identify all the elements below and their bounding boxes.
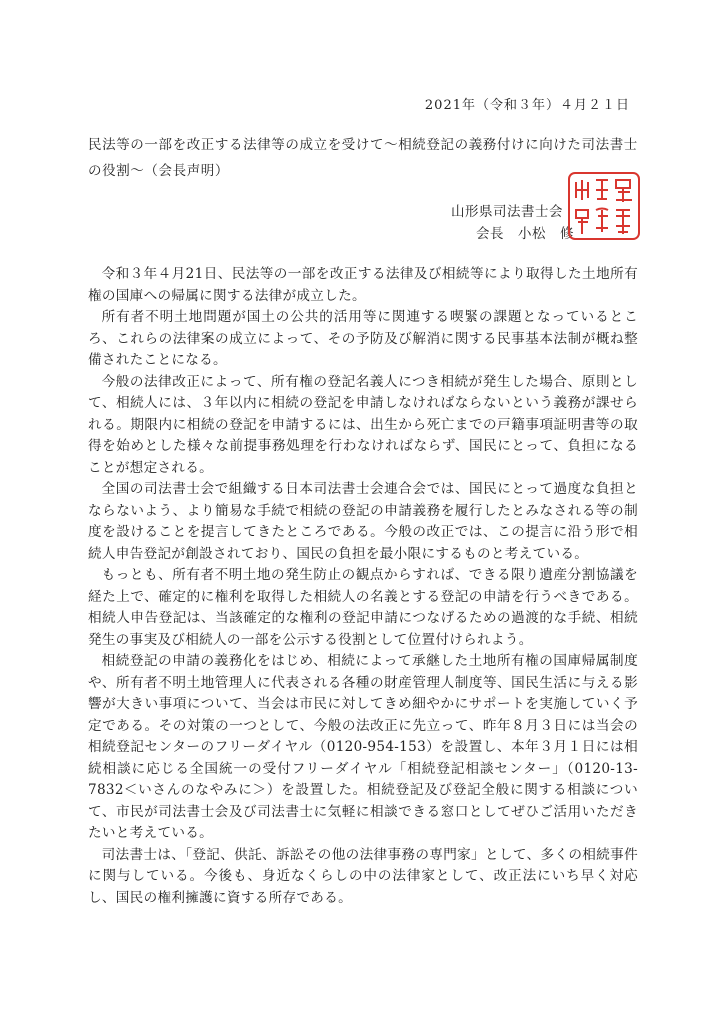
paragraph: 相続登記の申請の義務化をはじめ、相続によって承継した土地所有権の国庫帰属制度や、所有者不明土地管理人に代表される各種の財産管理人制度等、国民生活に与える影響が大きい事項について、当会は市民に対してきめ細やかにサポートを実施していく予定である。その対策の一つとして、今般の法改正に先立って、昨年８月３日には当会の相続登記センターのフリーダイヤル（0120-954-153）を設置し、本年３月１日には相続相談に応じる全国統一の受付フリーダイヤル「相続登記相談センター」（0120-13-7832＜いさんのなやみに＞）を設置した。相続登記及び登記全般に関する相談について、市民が司法書士会及び司法書士に気軽に相談できる窓口としてぜひご活用いただきたいと考えている。 bbox=[88, 653, 638, 841]
paragraph: 司法書士は、「登記、供託、訴訟その他の法律事務の専門家」として、多くの相続事件に関与している。今後も、身近なくらしの中の法律家として、改正法にいち早く対応し、国民の権利擁護に資する所存である。 bbox=[88, 846, 638, 906]
paragraph: 所有者不明土地問題が国土の公共的活用等に関連する喫緊の課題となっているところ、これらの法律案の成立によって、その予防及び解消に関する民事基本法制が概ね整備されたことになる。 bbox=[88, 309, 638, 368]
paragraph: 今般の法律改正によって、所有権の登記名義人につき相続が発生した場合、原則として、相続人には、３年以内に相続の登記を申請しなければならないという義務が課せられる。期限内に相続の登記を申請するには、出生から死亡までの戸籍事項証明書等の取得を始めとした様々な前提事務処理を行わなければならず、国民にとって、負担になることが想定される。 bbox=[88, 373, 638, 476]
document-date: 2021年（令和３年）４月２１日 bbox=[424, 98, 630, 113]
paragraph: 全国の司法書士会で組織する日本司法書士会連合会では、国民にとって過度な負担とならないよう、より簡易な手続で相続の登記の申請義務を履行したとみなされる等の制度を設けることを提言してきたところである。今般の改正では、この提言に沿う形で相続人申告登記が創設されており、国民の負担を最小限にするものと考えている。 bbox=[88, 481, 638, 562]
official-seal-icon bbox=[566, 170, 642, 242]
representative-name: 会長 小松 修 bbox=[476, 226, 574, 242]
statement-body bbox=[88, 264, 638, 909]
statement-title: 民法等の一部を改正する法律等の成立を受けて～相続登記の義務付けに向けた司法書士の役割～（会長声明） bbox=[88, 137, 638, 179]
paragraph: もっとも、所有者不明土地の発生防止の観点からすれば、できる限り遺産分割協議を経た上で、確定的に権利を取得した相続人の名義とする登記の申請を行うべきである。相続人申告登記は、当該確定的な権利の登記申請につなげるための過渡的な手続、相続発生の事実及び相続人の一部を公示する役割として位置付けられよう。 bbox=[88, 567, 638, 648]
paragraph: 令和３年４月21日、民法等の一部を改正する法律及び相続等により取得した土地所有権の国庫への帰属に関する法律が成立した。 bbox=[88, 266, 638, 304]
organization-name: 山形県司法書士会 bbox=[451, 204, 563, 220]
